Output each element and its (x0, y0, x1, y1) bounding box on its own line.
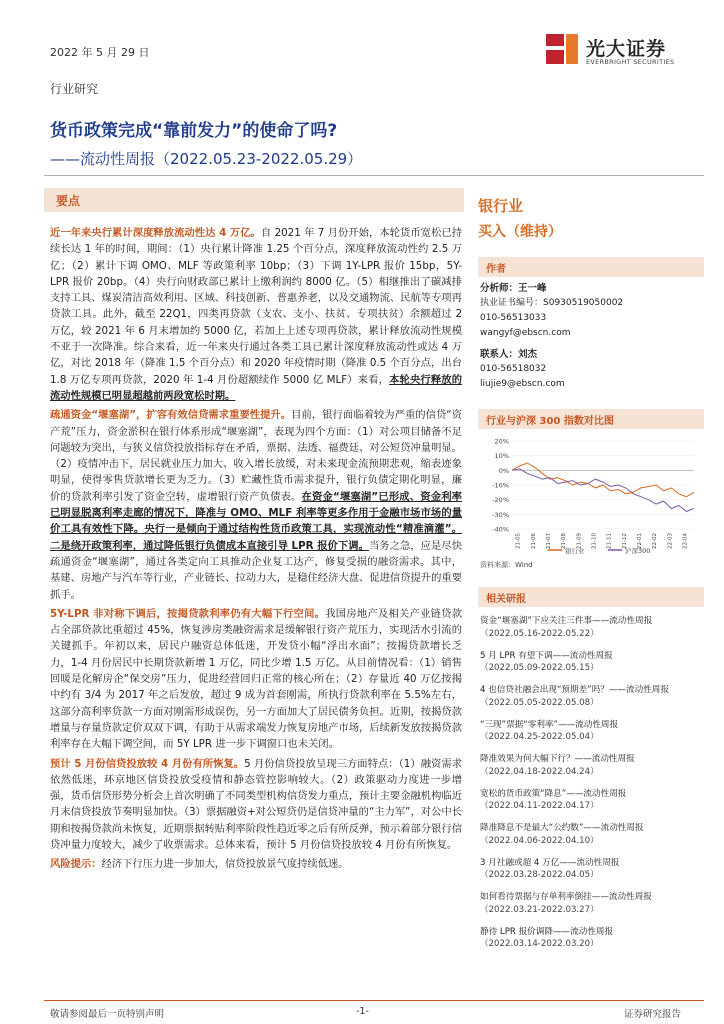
contact-email[interactable]: liujie9@ebscn.com (480, 379, 565, 389)
report-date: 2022 年 5 月 29 日 (50, 46, 150, 59)
related-report-date: （2022.04.06-2022.04.10） (480, 835, 599, 846)
related-report-date: （2022.03.21-2022.03.27） (480, 904, 599, 915)
related-report-title: 4 也信贷社融会出现“预期差”吗？——流动性周报 (480, 685, 669, 695)
related-report-date: （2022.04.25-2022.05.04） (480, 732, 599, 742)
related-report-date: （2022.03.28-2022.04.05） (480, 870, 599, 880)
legend-label: 银行业 (565, 547, 585, 555)
contact-phone: 010-56518032 (480, 364, 547, 374)
chart-header: 行业与沪深 300 指数对比图 (478, 409, 704, 429)
x-tick-label: 21-07 (545, 533, 552, 549)
x-tick-label: 21-08 (561, 533, 568, 549)
x-tick-label: 21-10 (591, 533, 598, 549)
author-info (480, 281, 623, 341)
related-report-title: 如何看待票据与存单利率倒挂——流动性周报 (480, 892, 652, 902)
related-report-title: 宽松的货币政策“降息”——流动性周报 (480, 788, 627, 799)
related-report-item[interactable] (480, 788, 702, 813)
license-number: 执业证书编号：S0930519050002 (480, 298, 624, 308)
related-report-title: 3 月社融或超 4 万亿——流动性周报 (480, 857, 620, 868)
paragraph-credit-demand: 疏通资金“堰塞湖”，扩容有效信贷需求重要性提升。目前，银行面临着较为严重的信贷“资产荒”压力，资金淤积在银行体系形成“堰塞湖”，表现为四个方面：（1）对公项目储备不足问题较为突出，与狭义信贷投放指标存在矛盾，票据、法透、福费廷、对公短贷冲量明显。（2）疫情冲击下，居民就业压力加大、收入增长放缓，对未来现金流预期悲观，缩表迹象明显，使得零售贷款增长更为乏力。（3）贮藏性货币需求提升，银行负债定期化明显，廉价的贷款利率引发了资金空转，虚增银行资产负债表。在资金“堰塞湖”已形成、资金利率已明显脱离利率走廊的情况下，降准与 OMO、MLF 利率等更多作用于金融市场市场的量价工具有效性下降。央行一是倾向于通过结构性货币政策工具，实现流动性“精准滴灌”。二是绕开政策利率，通过降低银行负债成本直接引导 LPR 报价下调。当务之急，应是尽快疏通资金“堰塞湖”，通过各类定向工具推动企业复工达产，修复受损的融资需求。其中，基建、房地产与汽车等行业，产业链长、拉动力大，是稳住经济大盘、促进信贷提升的重要抓手。 (50, 409, 462, 601)
report-title: 货币政策完成“靠前发力”的使命了吗? (50, 121, 338, 141)
legend-label: 沪深300 (625, 547, 651, 555)
related-report-date: （2022.04.11-2022.04.17） (480, 801, 599, 811)
contact-info (480, 347, 565, 392)
related-report-title: “三现”票据“零利率”——流动性周报 (480, 719, 619, 730)
related-report-item[interactable] (480, 891, 702, 916)
industry-name: 银行业 (478, 197, 524, 215)
related-report-item[interactable] (480, 719, 702, 744)
footer-divider (44, 1000, 704, 1001)
analyst-phone: 010-56513033 (480, 313, 547, 323)
related-report-title: 5 月 LPR 有望下调——流动性周报 (480, 650, 613, 661)
footer-disclaimer: 敬请参阅最后一页特别声明 (50, 1009, 165, 1020)
header-divider (44, 175, 704, 176)
x-tick-label: 21-11 (606, 533, 613, 549)
related-reports-header: 相关研报 (478, 587, 704, 607)
related-report-title: 静待 LPR 报价调降——流动性周报 (480, 926, 614, 937)
series-line-bank (512, 463, 694, 497)
related-reports-list (480, 615, 702, 960)
x-tick-label: 22-03 (667, 533, 674, 549)
analyst-name: 分析师：王一峰 (480, 283, 547, 294)
related-report-date: （2022.03.14-2022.03.20） (480, 939, 599, 949)
page-number: -1- (356, 1006, 369, 1017)
related-report-item[interactable] (480, 650, 702, 675)
y-tick-label: -40% (492, 525, 509, 534)
x-tick-label: 21-12 (621, 533, 628, 549)
y-tick-label: 20% (494, 437, 509, 446)
logo-english-name: EVERBRIGHT SECURITIES (586, 58, 675, 66)
x-tick-label: 22-02 (652, 533, 659, 549)
contact-name: 联系人：刘杰 (480, 349, 538, 360)
rating: 买入（维持） (478, 224, 562, 240)
index-comparison-chart (478, 433, 704, 557)
author-header: 作者 (478, 257, 704, 277)
related-report-date: （2022.05.05-2022.05.08） (480, 697, 599, 708)
y-tick-label: 0% (498, 466, 509, 475)
related-report-item[interactable] (480, 615, 702, 640)
related-report-date: （2022.05.09-2022.05.15） (480, 663, 599, 673)
related-report-date: （2022.04.18-2022.04.24） (480, 766, 599, 777)
related-report-title: 降准降息不是最大“公约数”——流动性周报 (480, 823, 644, 833)
paragraph-liquidity: 近一年来央行累计深度释放流动性达 4 万亿。自 2021 年 7 月份开始，本轮货币宽松已持续长达 1 年的时间，期间：（1）央行累计降准 1.25 个百分点，深度释放流动性约 2.5 万亿；（2）累计下调 OMO、MLF 等政策利率 10bp；（3）下调 1Y-LPR 报价 15bp，5Y-LPR 报价 20bp。（4）央行向财政部已累计上缴利润约 8000 亿。（5）相继推出了碳减排支持工具、煤炭清洁高效利用、区域、科技创新、普惠养老，以及交通物流、民航等专项再贷款工具。此外，截至 22Q1，四类再贷款（支农、支小、扶贫、专项扶贫）余额超过 2 万亿，较 2021 年 6 月末增加约 5000 亿，若加上上述专项再贷款，累计释放流动性规模不亚于一次降准。综合来看，近一年来央行通过各类工具已累计深度释放流动性或达 4 万亿，对比 2018 年（降准 1.5 个百分点）和 2020 年疫情时期（降准 0.5 个百分点，出台 1.8 万亿专项再贷款，2020 年 1-4 月份超额续作 5000 亿 MLF）来看，本轮央行释放的流动性规模已明显超越前两段宽松时期。 (50, 227, 463, 402)
related-report-item[interactable] (480, 684, 702, 709)
related-report-item[interactable] (480, 857, 702, 882)
y-tick-label: -30% (492, 510, 509, 519)
paragraph-risk: 风险提示：经济下行压力进一步加大，信贷投放景气度持续低迷。 (50, 858, 349, 871)
y-tick-label: 10% (494, 452, 509, 461)
x-tick-label: 21-06 (530, 533, 537, 549)
everbright-logo-icon (544, 32, 580, 66)
summary-header (44, 188, 464, 212)
related-report-title: 资金“堰塞湖”下应关注三件事——流动性周报 (480, 616, 653, 626)
related-report-item[interactable] (480, 822, 702, 847)
x-tick-label: 21-05 (515, 533, 522, 549)
report-subtitle: ——流动性周报（2022.05.23-2022.05.29） (50, 150, 363, 168)
chart-source: 资料来源：Wind (480, 561, 533, 569)
brand-logo (544, 32, 704, 72)
related-report-item[interactable] (480, 926, 702, 951)
y-tick-label: -10% (492, 481, 509, 490)
footer-doc-type: 证券研究报告 (624, 1009, 682, 1020)
summary-label: 要点 (56, 194, 81, 208)
paragraph-lpr: 5Y-LPR 非对称下调后，按揭贷款利率仍有大幅下行空间。我国房地产及相关产业链贷款占全部贷款比重超过 45%，恢复涉房类融资需求是缓解银行资产荒压力，实现活水引流的关键抓手。年初以来，居民户融资总体低迷，开发贷小幅“浮出水面”；按揭贷款增长乏力，1-4 月份居民中长期贷款新增 1 万亿，同比少增 1.5 万亿。从目前情况看：（1）销售回暖是化解房企“保交房”压力，促进经营回归正常的核心所在；（2）存量近 40 万亿按揭中约有 3/4 为 2017 年之后发放，超过 9 成为首套刚需，所执行贷款利率在 5.5%左右，这部分高利率贷款一方面对刚需形成误伤，另一方面加大了居民债务负担。近期，按揭贷款增量与存量贷款定价双双下调，有助于从需求端发力恢复房地产市场，后续新发放按揭贷款利率存在大幅下调空间，而 5Y LPR 进一步下调窗口也未关闭。 (50, 607, 462, 751)
related-report-item[interactable] (480, 753, 702, 778)
related-report-title: 降准效果为何大幅下行？——流动性周报 (480, 754, 635, 764)
report-category: 行业研究 (50, 82, 99, 96)
summary-body (50, 225, 462, 876)
analyst-email[interactable]: wangyf@ebscn.com (480, 328, 571, 338)
x-tick-label: 21-09 (576, 533, 583, 549)
y-tick-label: -20% (492, 496, 509, 505)
paragraph-may-credit: 预计 5 月份信贷投放较 4 月份有所恢复。5 月份信贷投放呈现三方面特点：（1）融资需求依然低迷，环京地区信贷投放受疫情和静态管控影响较大。（2）政策驱动力度进一步增强，货币信贷形势分析会上首次明确了不同类型机构信贷发力重点，预计主要金融机构临近月末信贷投放节奏明显加快。（3）票据融资+对公短贷仍是信贷冲量的“主力军”，对公中长期和按揭贷款尚未恢复，近期票据转贴利率阶段性趋近零之后有所反弹，预示着部分银行信贷冲量力度较大，减少了收票需求。总体来看，预计 5 月份信贷投放较 4 月份有所恢复。 (50, 757, 462, 851)
logo-chinese-name: 光大证券 (586, 38, 667, 60)
x-tick-label: 22-04 (682, 533, 689, 549)
related-report-date: （2022.05.16-2022.05.22） (480, 628, 599, 639)
x-tick-label: 22-01 (636, 533, 643, 549)
